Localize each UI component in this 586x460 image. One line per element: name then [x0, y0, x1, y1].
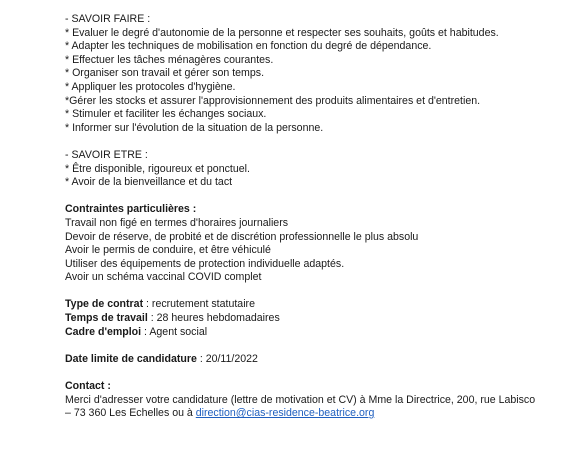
savoir-faire-item: * Organiser son travail et gérer son temps. — [65, 67, 265, 80]
savoir-etre-item: * Avoir de la bienveillance et du tact — [65, 176, 233, 189]
savoir-faire-item: * Stimuler et faciliter les échanges sociaux. — [65, 108, 267, 121]
savoir-faire-item: * Effectuer les tâches ménagères courantes. — [65, 53, 274, 66]
savoir-faire-item: * Adapter les techniques de mobilisation en fonction du degré de dépendance. — [65, 40, 432, 53]
savoir-faire-item: *Gérer les stocks et assurer l'approvisionnement des produits alimentaires et d'entretien. — [65, 94, 481, 107]
savoir-faire-item: * Informer sur l'évolution de la situation de la personne. — [65, 121, 324, 134]
contact-email-line — [65, 407, 575, 421]
savoir-etre-item: * Être disponible, rigoureux et ponctuel. — [65, 162, 250, 175]
spacer — [65, 285, 575, 299]
savoir-faire-heading: - SAVOIR FAIRE : — [65, 13, 151, 25]
temps-travail-value: : 28 heures hebdomadaires — [147, 312, 280, 325]
savoir-faire-item: * Appliquer les protocoles d'hygiène. — [65, 80, 236, 93]
contraintes-heading: Contraintes particulières : — [65, 203, 197, 216]
contrainte-item: Travail non figé en termes d'horaires journaliers — [65, 216, 289, 229]
contrat-section — [65, 298, 575, 339]
job-posting-document — [65, 13, 575, 421]
contrainte-item: Avoir un schéma vaccinal COVID complet — [65, 271, 262, 284]
savoir-etre-heading: - SAVOIR ETRE : — [65, 148, 148, 161]
date-limite-value: : 20/11/2022 — [196, 352, 258, 365]
type-contrat-value: : recrutement statutaire — [143, 298, 255, 311]
spacer — [65, 190, 575, 204]
contact-address-prefix: – 73 360 Les Echelles ou à — [65, 407, 196, 420]
spacer — [65, 339, 575, 353]
contact-heading: Contact : — [65, 380, 111, 393]
spacer — [65, 366, 575, 380]
contact-email-link[interactable]: direction@cias-residence-beatrice.org — [195, 407, 375, 420]
contrainte-item: Avoir le permis de conduire, et être véhiculé — [65, 244, 271, 257]
cadre-emploi-label: Cadre d'emploi — [65, 325, 142, 338]
spacer — [65, 135, 575, 149]
savoir-faire-item: * Evaluer le degré d'autonomie de la personne et respecter ses souhaits, goûts et habitudes. — [65, 26, 499, 39]
contrainte-item: Devoir de réserve, de probité et de discrétion professionnelle le plus absolu — [65, 230, 419, 243]
date-limite-line — [65, 353, 575, 367]
contact-section — [65, 380, 575, 421]
contraintes-section — [65, 203, 575, 285]
temps-travail-line — [65, 312, 575, 326]
cadre-emploi-line — [65, 326, 575, 340]
temps-travail-label: Temps de travail — [65, 312, 148, 325]
contact-address-line: Merci d'adresser votre candidature (lettre de motivation et CV) à Mme la Directrice, 200, rue Labisco — [65, 393, 536, 406]
savoir-etre-section — [65, 149, 575, 190]
cadre-emploi-value: : Agent social — [141, 325, 208, 338]
savoir-faire-section — [65, 13, 575, 135]
date-limite-label: Date limite de candidature — [65, 352, 197, 365]
type-contrat-line — [65, 298, 575, 312]
type-contrat-label: Type de contrat — [65, 298, 144, 311]
contrainte-item: Utiliser des équipements de protection individuelle adaptés. — [65, 257, 345, 270]
